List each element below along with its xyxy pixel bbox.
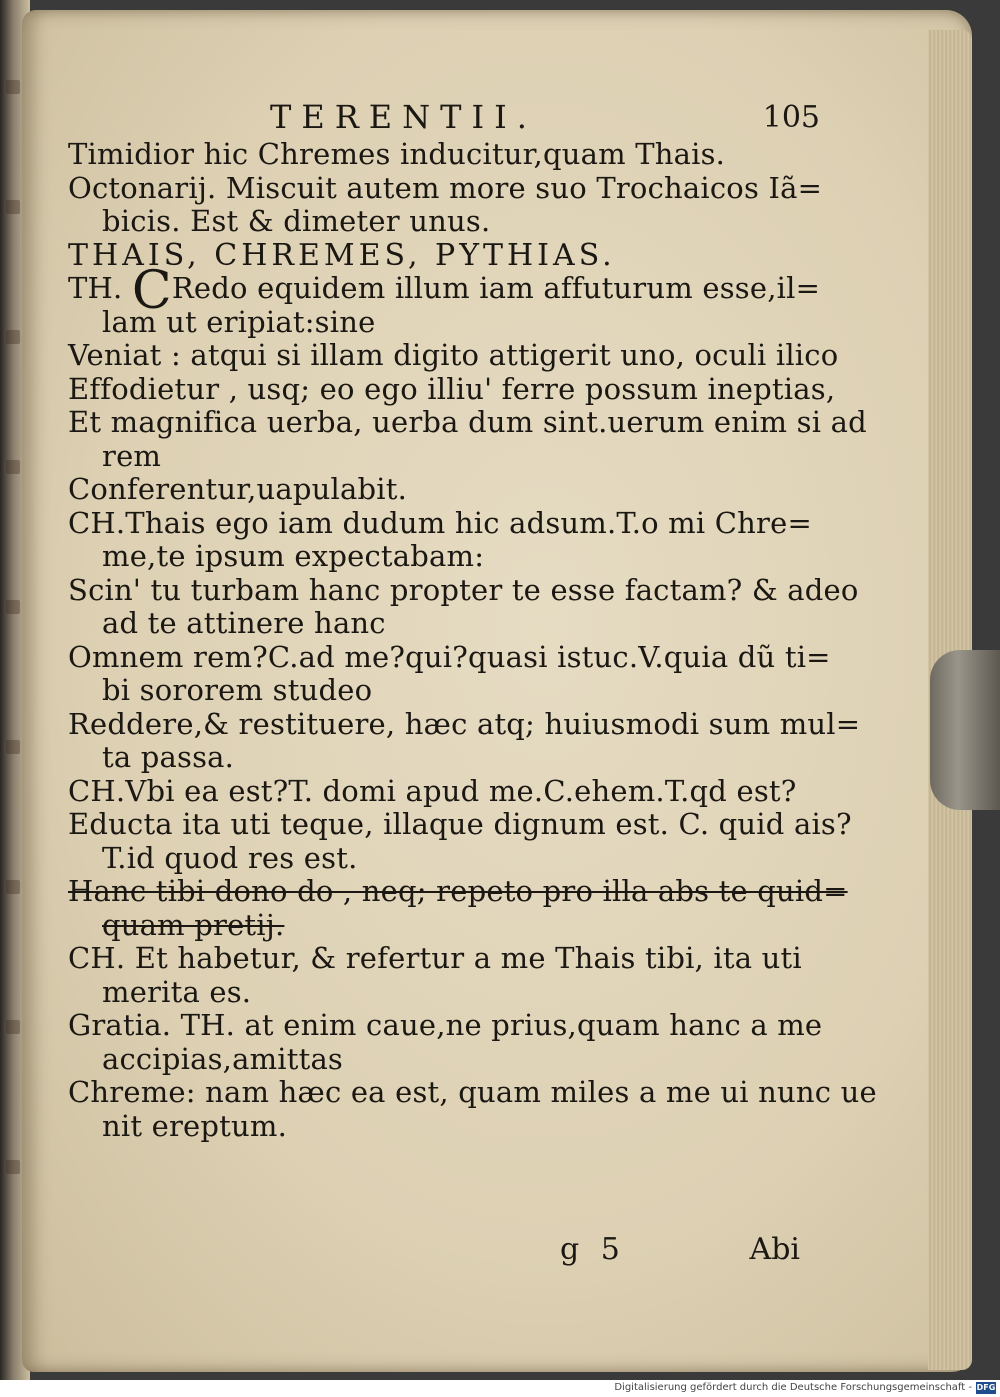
text-line: rem <box>102 438 162 473</box>
text-line: Effodietur , usq; eo ego illiu' ferre possum ineptias, <box>68 371 836 406</box>
text-line: quam pretij. <box>102 907 285 942</box>
text-line: bicis. Est & dimeter unus. <box>102 204 491 238</box>
book-clasp <box>930 650 1000 810</box>
text-line: merita es. <box>102 974 252 1009</box>
text-line: T.id quod res est. <box>102 840 358 875</box>
text-line: Educta ita uti teque, illaque dignum est. C. quid ais? <box>68 807 852 841</box>
text-line: Et magnifica uerba, uerba dum sint.uerum enim si ad <box>68 405 867 439</box>
text-line: nit ereptum. <box>102 1108 288 1143</box>
signature-mark: g 5 <box>560 1232 626 1267</box>
catchword: Abi <box>749 1232 800 1267</box>
text-line: bi sororem studeo <box>102 673 373 707</box>
text-line: Omnem rem?C.ad me?qui?quasi istuc.V.quia dũ ti= <box>68 639 831 674</box>
text-line: ad te attinere hanc <box>102 606 386 640</box>
speaker-label: TH. <box>68 271 132 305</box>
text-line: THAIS, CHREMES, PYTHIAS. <box>68 237 616 273</box>
text-line: CH.Vbi ea est?T. domi apud me.C.ehem.T.qd est? <box>68 773 797 808</box>
text-line <box>68 261 821 321</box>
text-line: Conferentur,uapulabit. <box>68 472 408 506</box>
running-head-title: TERENTII. <box>270 98 537 136</box>
text-line: lam ut eripiat:sine <box>102 304 376 339</box>
text-line: Timidior hic Chremes inducitur,quam Thais. <box>68 137 726 171</box>
text-line: CH. Et habetur, & refertur a me Thais tibi, ita uti <box>68 941 802 975</box>
text-line: accipias,amittas <box>102 1041 344 1076</box>
text-line: me,te ipsum expectabam: <box>102 539 485 573</box>
page-number: 105 <box>762 100 820 135</box>
attribution-text: Digitalisierung gefördert durch die Deutsche Forschungsgemeinschaft - <box>614 1382 972 1393</box>
text-line: Reddere,& restituere, hæc atq; huiusmodi sum mul= <box>68 706 861 741</box>
text-line: Gratia. TH. at enim caue,ne prius,quam hanc a me <box>68 1008 823 1042</box>
text-line-content: Redo equidem illum iam affuturum esse,il= <box>171 271 821 305</box>
text-line: Veniat : atqui si illam digito attigerit uno, oculi ilico <box>68 338 839 372</box>
text-line: Chreme: nam hæc ea est, quam miles a me ui nunc ue <box>68 1075 877 1109</box>
text-line: ta passa. <box>102 740 235 774</box>
text-line: Octonarij. Miscuit autem more suo Trochaicos Iã= <box>68 170 823 205</box>
text-line: CH.Thais ego iam dudum hic adsum.T.o mi Chre= <box>68 505 812 540</box>
running-head <box>260 98 820 138</box>
page-footer <box>560 1232 800 1272</box>
text-line: Scin' tu turbam hanc propter te esse factam? & adeo <box>68 572 859 607</box>
drop-cap: C <box>131 261 172 321</box>
text-line: Hanc tibi dono do , neq; repeto pro illa abs te quid= <box>68 874 848 908</box>
text-block <box>68 137 877 1143</box>
dfg-logo-icon: DFG <box>976 1383 996 1392</box>
